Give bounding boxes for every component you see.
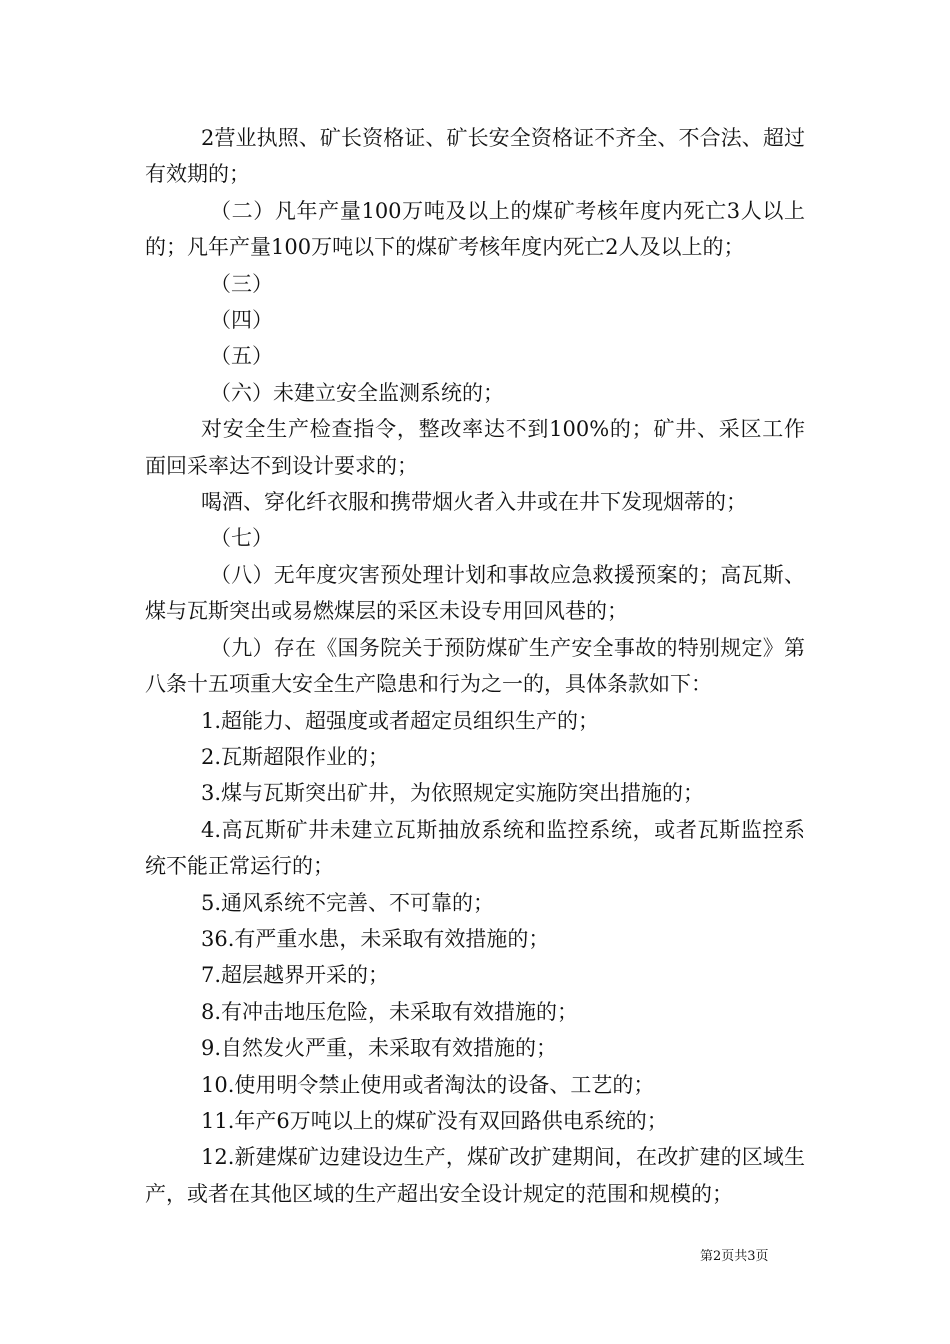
clause-4: 4.高瓦斯矿井未建立瓦斯抽放系统和监控系统，或者瓦斯监控系统不能正常运行的； bbox=[145, 817, 805, 879]
clause-7: 7.超层越界开采的； bbox=[201, 963, 390, 988]
paragraph-item-4: （四） bbox=[210, 308, 273, 333]
paragraph-item-6: （六）未建立安全监测系统的； bbox=[210, 380, 504, 405]
clause-5: 5.通风系统不完善、不可靠的； bbox=[201, 890, 495, 915]
paragraph-business-license: 2营业执照、矿长资格证、矿长安全资格证不齐全、不合法、超过有效期的； bbox=[145, 126, 805, 187]
clause-3: 3.煤与瓦斯突出矿井，为依照规定实施防突出措施的； bbox=[201, 781, 705, 806]
paragraph-rectification: 对安全生产检查指令，整改率达不到100%的；矿井、采区工作面回采率达不到设计要求的； bbox=[145, 417, 805, 478]
paragraph-item-9: （九）存在《国务院关于预防煤矿生产安全事故的特别规定》第八条十五项重大安全生产隐患和行为之一的，具体条款如下： bbox=[145, 635, 805, 697]
clause-10: 10.使用明令禁止使用或者淘汰的设备、工艺的； bbox=[201, 1072, 655, 1097]
clause-6: 36.有严重水患，未采取有效措施的； bbox=[201, 926, 550, 951]
page-number: 第2页共3页 bbox=[700, 1249, 769, 1264]
paragraph-drinking: 喝酒、穿化纤衣服和携带烟火者入井或在井下发现烟蒂的； bbox=[201, 490, 747, 515]
clause-12: 12.新建煤矿边建设边生产，煤矿改扩建期间，在改扩建的区域生产，或者在其他区域的生产超出安全设计规定的范围和规模的； bbox=[145, 1145, 805, 1206]
paragraph-item-3: （三） bbox=[210, 271, 273, 296]
paragraph-item-8: （八）无年度灾害预处理计划和事故应急救援预案的；高瓦斯、煤与瓦斯突出或易燃煤层的采区未设专用回风巷的； bbox=[145, 562, 805, 624]
clause-9: 9.自然发火严重，未采取有效措施的； bbox=[201, 1036, 558, 1061]
paragraph-item-2: （二）凡年产量100万吨及以上的煤矿考核年度内死亡3人以上的；凡年产量100万吨以下的煤矿考核年度内死亡2人及以上的； bbox=[145, 198, 805, 260]
clause-2: 2.瓦斯超限作业的； bbox=[201, 744, 390, 769]
clause-8: 8.有冲击地压危险，未采取有效措施的； bbox=[201, 999, 579, 1024]
paragraph-item-7: （七） bbox=[210, 526, 273, 551]
clause-11: 11.年产6万吨以上的煤矿没有双回路供电系统的； bbox=[201, 1108, 668, 1133]
document-body bbox=[145, 120, 805, 1212]
paragraph-item-5: （五） bbox=[210, 344, 273, 369]
clause-1: 1.超能力、超强度或者超定员组织生产的； bbox=[201, 708, 600, 733]
